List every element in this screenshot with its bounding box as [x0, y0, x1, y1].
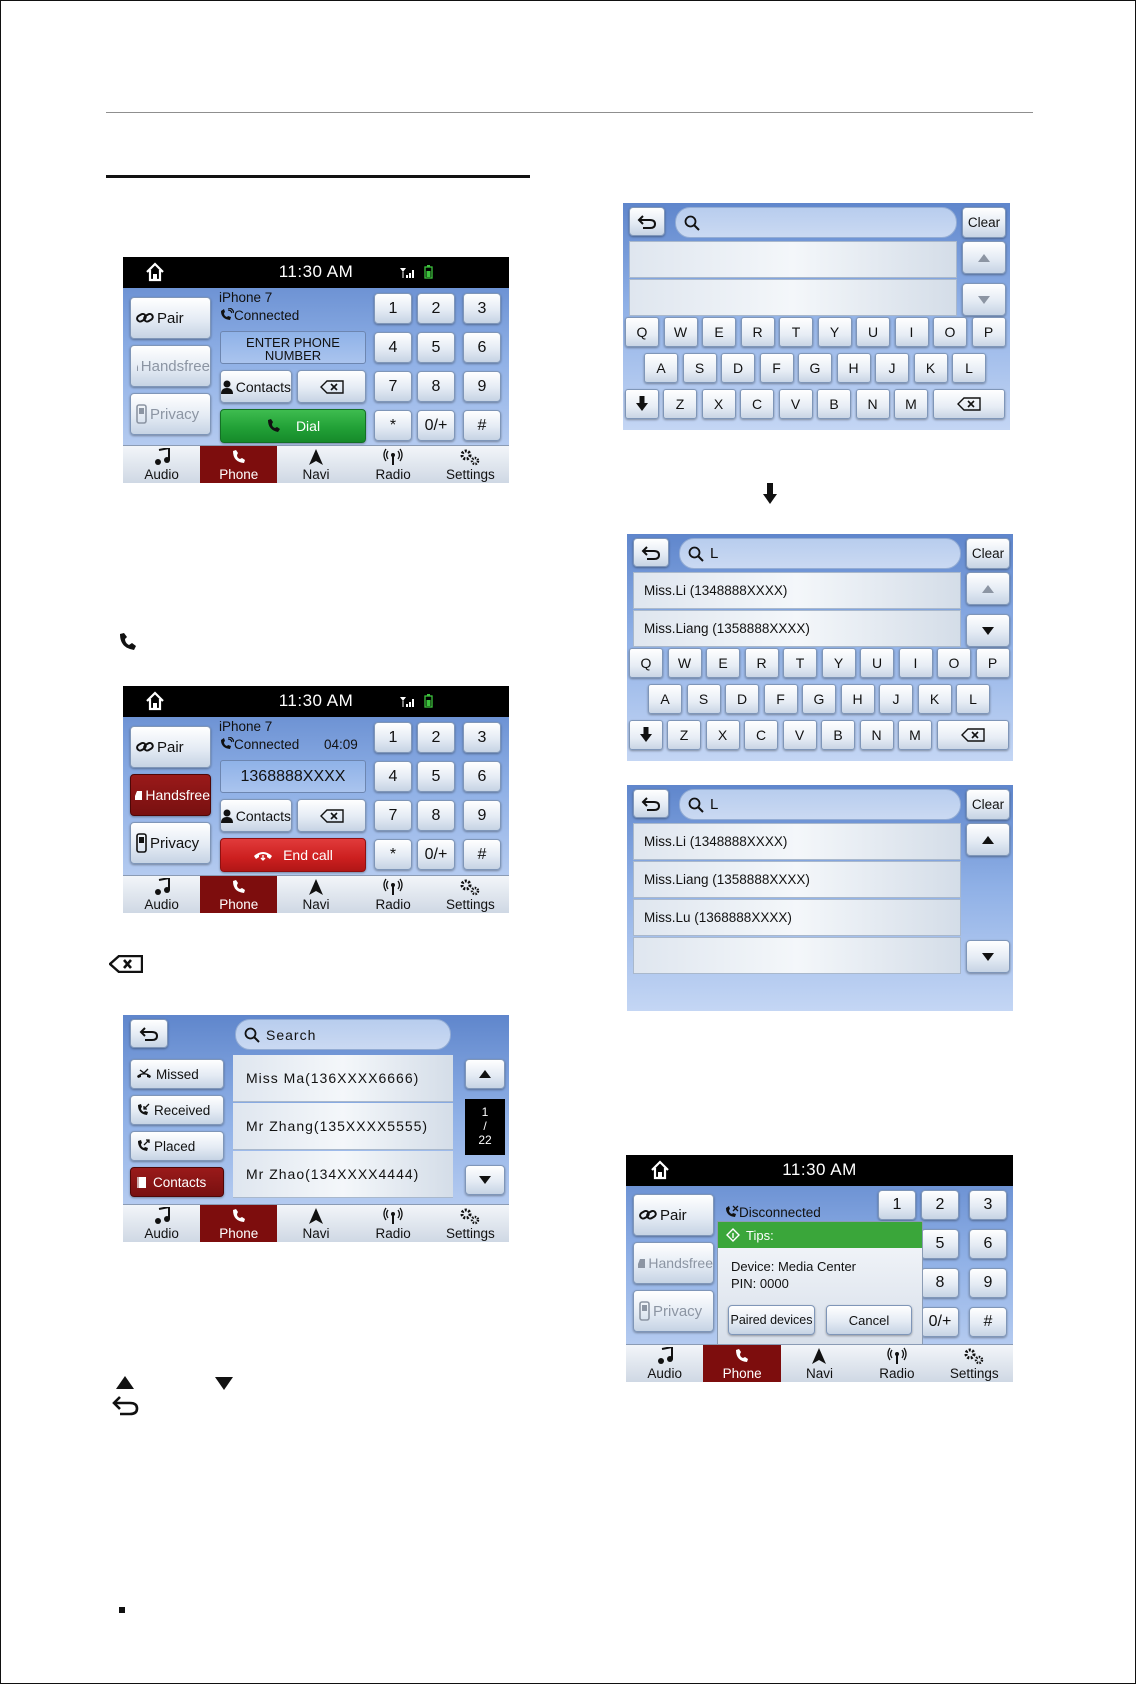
battery-icon — [424, 265, 433, 284]
clock: 11:30 AM — [278, 262, 354, 281]
backspace-icon — [961, 728, 985, 742]
keyboard-key[interactable]: B — [817, 389, 851, 419]
music-note-icon — [626, 1347, 703, 1366]
keypad-key[interactable]: 5 — [417, 332, 455, 363]
arrow-down-icon — [636, 396, 648, 412]
triangle-down-icon — [981, 952, 995, 962]
search-input[interactable]: L — [679, 789, 961, 820]
contact-row[interactable]: Mr Zhang(135XXXX5555) — [233, 1103, 453, 1150]
scroll-up-button[interactable] — [966, 572, 1010, 605]
privacy-button[interactable]: Privacy — [130, 822, 211, 864]
handsfree-button[interactable]: Handsfree — [633, 1242, 714, 1284]
key-hash[interactable]: # — [969, 1307, 1007, 1337]
keyboard-key[interactable]: P — [976, 648, 1010, 678]
triangle-down-icon — [478, 1175, 492, 1185]
car-icon — [134, 789, 142, 801]
back-button[interactable] — [629, 207, 665, 236]
search-keyboard-screen-empty — [623, 203, 1010, 430]
back-button[interactable] — [633, 538, 669, 567]
keypad-key[interactable]: 2 — [417, 293, 455, 324]
keyboard-key[interactable]: Y — [818, 317, 852, 347]
end-call-button[interactable]: End call — [220, 838, 366, 872]
keyboard-key[interactable]: U — [856, 317, 890, 347]
keyboard-key[interactable]: C — [740, 389, 774, 419]
search-icon — [684, 215, 700, 231]
search-icon — [244, 1027, 260, 1043]
arrow-down-icon — [763, 483, 777, 505]
keyboard-key[interactable]: T — [783, 648, 817, 678]
signal-icon — [399, 266, 415, 284]
dial-button[interactable]: Dial — [220, 409, 366, 443]
music-note-icon — [123, 1207, 200, 1226]
result-row[interactable]: Miss.Liang (1358888XXXX) — [633, 610, 961, 647]
keyboard-key[interactable]: L — [956, 684, 990, 714]
key-0-plus[interactable]: 0/+ — [921, 1307, 959, 1337]
tab-label: Phone — [722, 1366, 762, 1381]
keyboard-key[interactable]: H — [837, 353, 871, 383]
contact-row[interactable]: Mr Zhao(134XXXX4444) — [233, 1151, 453, 1198]
tab-label: Settings — [446, 897, 495, 912]
result-row-empty — [633, 937, 961, 974]
radio-antenna-icon — [858, 1347, 935, 1366]
clock: 11:30 AM — [782, 1160, 857, 1179]
phone-call-screen — [123, 686, 509, 913]
keyboard-key[interactable]: N — [860, 720, 894, 750]
link-icon — [136, 311, 154, 325]
connection-status: Disconnected — [724, 1205, 821, 1220]
keyboard-key[interactable]: B — [821, 720, 855, 750]
bottom-tab-bar — [123, 445, 509, 483]
triangle-up-icon — [981, 584, 995, 594]
keyboard-key[interactable]: Q — [625, 317, 659, 347]
scroll-down-button[interactable] — [966, 940, 1010, 973]
bottom-tab-bar — [123, 1204, 509, 1242]
status-bar — [626, 1155, 1013, 1186]
audio-tab[interactable] — [123, 446, 200, 483]
tab-label: Phone — [219, 467, 259, 482]
tab-label: Audio — [144, 897, 179, 912]
mobile-phone-icon — [136, 404, 147, 424]
triangle-up-icon — [981, 835, 995, 845]
keypad-key[interactable]: 3 — [463, 722, 501, 753]
tab-label: Navi — [805, 1366, 833, 1381]
radio-tab[interactable] — [355, 446, 432, 483]
radio-antenna-icon — [355, 1207, 432, 1226]
keyboard-key[interactable]: X — [702, 389, 736, 419]
shift-key[interactable] — [625, 389, 659, 419]
contacts-screen — [123, 1015, 509, 1242]
scroll-down-button[interactable] — [465, 1165, 505, 1195]
keyboard-key[interactable]: O — [937, 648, 971, 678]
arrow-down-icon — [640, 727, 652, 743]
keypad-key[interactable]: 5 — [417, 761, 455, 792]
keyboard-key[interactable]: Z — [667, 720, 701, 750]
keyboard-key[interactable]: R — [745, 648, 779, 678]
tab-label: Audio — [144, 467, 179, 482]
search-icon — [688, 546, 704, 562]
section-rule — [106, 175, 530, 178]
keyboard-key[interactable]: V — [783, 720, 817, 750]
tab-label: Radio — [375, 467, 411, 482]
pair-button[interactable]: Pair — [130, 726, 211, 768]
mobile-phone-icon — [136, 833, 147, 853]
navigation-arrow-icon — [277, 1207, 354, 1226]
phone-dial-screen — [123, 257, 509, 483]
result-row[interactable]: Miss.Li (1348888XXXX) — [633, 823, 961, 860]
phone-connected-icon — [219, 308, 234, 322]
backspace-icon — [320, 380, 344, 394]
received-call-icon — [136, 1103, 150, 1117]
result-row[interactable]: Miss.Liang (1358888XXXX) — [633, 861, 961, 898]
triangle-down-icon — [981, 626, 995, 636]
keypad-key[interactable]: 6 — [463, 761, 501, 792]
back-arrow-icon — [641, 796, 661, 812]
gears-icon — [432, 878, 509, 897]
keyboard-key[interactable]: S — [687, 684, 721, 714]
backspace-button[interactable] — [297, 370, 366, 403]
pin-line: PIN: 0000 — [731, 1276, 789, 1291]
contact-row[interactable]: Miss Ma(136XXXX6666) — [233, 1055, 453, 1102]
backspace-button[interactable] — [297, 799, 366, 832]
settings-tab[interactable] — [432, 876, 509, 913]
navi-tab[interactable] — [277, 1205, 354, 1242]
header-rule — [106, 112, 1033, 113]
phone-tab[interactable] — [200, 876, 277, 913]
received-calls-button[interactable]: Received — [130, 1095, 224, 1125]
keyboard-key[interactable]: E — [702, 317, 736, 347]
navigation-arrow-icon — [781, 1347, 858, 1366]
keypad-key[interactable]: 9 — [463, 800, 501, 831]
backspace-icon — [109, 955, 143, 973]
backspace-icon — [320, 809, 344, 823]
clear-button[interactable]: Clear — [966, 789, 1010, 820]
tab-label: Phone — [219, 897, 259, 912]
gears-icon — [936, 1347, 1013, 1366]
tab-label: Radio — [375, 897, 411, 912]
settings-tab[interactable] — [432, 1205, 509, 1242]
keyboard-key[interactable]: P — [972, 317, 1006, 347]
radio-antenna-icon — [355, 878, 432, 897]
search-input[interactable]: Search — [235, 1019, 451, 1050]
keypad-key[interactable]: 4 — [374, 761, 412, 792]
result-row[interactable]: Miss.Li (1348888XXXX) — [633, 572, 961, 609]
keyboard-key[interactable]: J — [879, 684, 913, 714]
key-2[interactable]: 2 — [921, 1190, 959, 1220]
back-arrow-icon — [641, 545, 661, 561]
scroll-up-button[interactable] — [962, 241, 1006, 274]
key-3[interactable]: 3 — [969, 1190, 1007, 1220]
tab-label: Settings — [949, 1366, 999, 1381]
keypad-key[interactable]: 6 — [463, 332, 501, 363]
keyboard-key[interactable]: I — [895, 317, 929, 347]
keyboard-key[interactable]: I — [899, 648, 933, 678]
phone-tab[interactable] — [200, 446, 277, 483]
search-input[interactable] — [675, 207, 957, 238]
keyboard-key[interactable]: D — [721, 353, 755, 383]
page-current: 1 — [481, 1105, 489, 1119]
result-row-empty — [629, 241, 957, 278]
keyboard-key[interactable]: K — [914, 353, 948, 383]
link-icon — [639, 1208, 657, 1222]
gears-icon — [432, 1207, 509, 1226]
keyboard-key[interactable]: R — [741, 317, 775, 347]
back-arrow-icon — [139, 1026, 159, 1042]
contacts-tab-button[interactable]: Contacts — [130, 1167, 224, 1197]
radio-tab[interactable] — [858, 1345, 935, 1382]
keyboard-key[interactable]: Q — [629, 648, 663, 678]
back-button[interactable] — [130, 1019, 168, 1048]
keyboard-key[interactable]: L — [952, 353, 986, 383]
contacts-button[interactable]: Contacts — [220, 799, 292, 832]
scroll-up-button[interactable] — [966, 823, 1010, 856]
tab-label: Navi — [302, 1226, 330, 1241]
keyboard-key[interactable]: H — [841, 684, 875, 714]
clock: 11:30 AM — [278, 691, 354, 710]
scroll-up-button[interactable] — [465, 1059, 505, 1089]
call-duration: 04:09 — [324, 737, 358, 752]
scroll-down-button[interactable] — [962, 283, 1006, 316]
keyboard-key[interactable]: N — [856, 389, 890, 419]
link-icon — [136, 740, 154, 754]
tips-header: Tips: — [718, 1222, 922, 1248]
status-bar — [123, 686, 509, 717]
back-button[interactable] — [633, 789, 669, 818]
shift-key[interactable] — [629, 720, 663, 750]
phone-tab[interactable] — [200, 1205, 277, 1242]
phone-number-display: ENTER PHONE NUMBER — [220, 331, 366, 364]
navi-tab[interactable] — [781, 1345, 858, 1382]
keypad-key[interactable]: 8 — [417, 800, 455, 831]
keypad-key[interactable]: 2 — [417, 722, 455, 753]
navigation-arrow-icon — [277, 878, 354, 897]
search-results-screen — [627, 785, 1013, 1011]
phone-connected-icon — [219, 737, 234, 751]
info-icon — [726, 1228, 740, 1242]
keypad-key[interactable]: # — [463, 839, 501, 870]
radio-tab[interactable] — [355, 1205, 432, 1242]
pair-button[interactable]: Pair — [130, 297, 211, 339]
keypad-key[interactable]: 7 — [374, 371, 412, 402]
signal-icon — [399, 695, 415, 713]
address-book-icon — [136, 1176, 147, 1189]
audio-tab[interactable] — [123, 876, 200, 913]
keyboard-key[interactable]: A — [644, 353, 678, 383]
placed-calls-button[interactable]: Placed — [130, 1131, 224, 1161]
bottom-tab-bar — [626, 1344, 1013, 1382]
back-arrow-icon — [112, 1395, 140, 1417]
keypad-key[interactable]: 0/+ — [417, 839, 455, 870]
paired-devices-button[interactable]: Paired devices — [728, 1305, 815, 1335]
backspace-key[interactable] — [933, 389, 1005, 419]
keyboard-key[interactable]: W — [664, 317, 698, 347]
search-input[interactable]: L — [679, 538, 961, 569]
keyboard-key[interactable]: G — [802, 684, 836, 714]
key-6[interactable]: 6 — [969, 1229, 1007, 1259]
clear-button[interactable]: Clear — [966, 538, 1010, 569]
settings-tab[interactable] — [432, 446, 509, 483]
battery-icon — [424, 694, 433, 713]
missed-call-icon — [136, 1068, 152, 1080]
keyboard-key[interactable]: M — [898, 720, 932, 750]
result-row-empty — [629, 279, 957, 316]
tab-label: Settings — [446, 467, 495, 482]
keyboard-key[interactable]: J — [875, 353, 909, 383]
tab-label: Audio — [647, 1366, 682, 1381]
keypad-key[interactable]: 7 — [374, 800, 412, 831]
keyboard-key[interactable]: O — [933, 317, 967, 347]
key-9[interactable]: 9 — [969, 1268, 1007, 1298]
handsfree-button[interactable]: Handsfree — [130, 345, 211, 387]
device-line: Device: Media Center — [731, 1259, 856, 1274]
tab-label: Radio — [375, 1226, 411, 1241]
keypad-key[interactable]: 4 — [374, 332, 412, 363]
page-total: 22 — [478, 1133, 492, 1147]
tab-label: Settings — [446, 1226, 495, 1241]
key-1[interactable]: 1 — [878, 1190, 916, 1220]
phone-icon — [200, 448, 277, 467]
phone-icon — [200, 878, 277, 897]
keyboard-key[interactable]: K — [918, 684, 952, 714]
keyboard-key[interactable]: A — [648, 684, 682, 714]
triangle-up-icon — [478, 1069, 492, 1079]
tab-label: Audio — [144, 1226, 179, 1241]
keyboard-key[interactable]: G — [798, 353, 832, 383]
privacy-button[interactable]: Privacy — [130, 393, 211, 435]
back-arrow-icon — [637, 214, 657, 230]
navi-tab[interactable] — [277, 446, 354, 483]
triangle-down-icon — [214, 1376, 234, 1391]
pair-button[interactable]: Pair — [633, 1194, 714, 1236]
radio-tab[interactable] — [355, 876, 432, 913]
status-bar — [123, 257, 509, 288]
keypad-key[interactable]: # — [463, 410, 501, 441]
keyboard-key[interactable]: F — [760, 353, 794, 383]
phone-icon — [117, 631, 139, 653]
keyboard-key[interactable]: V — [779, 389, 813, 419]
music-note-icon — [123, 878, 200, 897]
key-8[interactable]: 8 — [921, 1268, 959, 1298]
keyboard-key[interactable]: X — [706, 720, 740, 750]
page-marker — [119, 1607, 125, 1613]
missed-calls-button[interactable]: Missed — [130, 1059, 224, 1089]
keypad-key[interactable]: 8 — [417, 371, 455, 402]
search-icon — [688, 797, 704, 813]
gears-icon — [432, 448, 509, 467]
keyboard-key[interactable]: D — [725, 684, 759, 714]
phone-icon — [703, 1347, 780, 1366]
tab-label: Navi — [302, 897, 330, 912]
keypad-key[interactable]: 9 — [463, 371, 501, 402]
cancel-button[interactable]: Cancel — [826, 1305, 912, 1335]
audio-tab[interactable] — [626, 1345, 703, 1382]
keyboard-key[interactable]: F — [764, 684, 798, 714]
car-icon — [136, 360, 138, 372]
car-icon — [637, 1257, 645, 1269]
keyboard-key[interactable]: W — [668, 648, 702, 678]
keypad-key[interactable]: 3 — [463, 293, 501, 324]
person-icon — [221, 380, 233, 394]
keyboard-key[interactable]: M — [894, 389, 928, 419]
tips-dialog — [717, 1221, 923, 1345]
keypad-key[interactable]: 1 — [374, 293, 412, 324]
keyboard-key[interactable]: Y — [822, 648, 856, 678]
clear-button[interactable]: Clear — [962, 207, 1006, 238]
hang-up-icon — [253, 849, 273, 861]
phone-icon — [200, 1207, 277, 1226]
keyboard-key[interactable]: C — [744, 720, 778, 750]
navigation-arrow-icon — [277, 448, 354, 467]
connection-status: Connected — [219, 308, 299, 323]
keypad-key[interactable]: * — [374, 410, 412, 441]
tab-label: Navi — [302, 467, 330, 482]
audio-tab[interactable] — [123, 1205, 200, 1242]
triangle-up-icon — [115, 1375, 135, 1390]
placed-call-icon — [136, 1139, 150, 1153]
result-row[interactable]: Miss.Lu (1368888XXXX) — [633, 899, 961, 936]
triangle-down-icon — [977, 295, 991, 305]
backspace-icon — [957, 397, 981, 411]
person-icon — [221, 809, 233, 823]
phone-disconnected-icon — [724, 1205, 739, 1219]
scroll-down-button[interactable] — [966, 614, 1010, 647]
device-name: iPhone 7 — [219, 719, 273, 734]
tab-label: Radio — [879, 1366, 915, 1381]
mobile-phone-icon — [639, 1301, 650, 1321]
backspace-key[interactable] — [937, 720, 1009, 750]
radio-antenna-icon — [355, 448, 432, 467]
page-indicator — [465, 1099, 505, 1155]
key-5[interactable]: 5 — [921, 1229, 959, 1259]
music-note-icon — [123, 448, 200, 467]
tab-label: Phone — [219, 1226, 259, 1241]
phone-icon — [266, 418, 282, 434]
phone-tab[interactable] — [703, 1345, 780, 1382]
triangle-up-icon — [977, 253, 991, 263]
search-keyboard-screen-l — [627, 534, 1013, 761]
phone-number-display: 1368888XXXX — [220, 760, 366, 793]
page-separator: / — [483, 1119, 487, 1133]
navi-tab[interactable] — [277, 876, 354, 913]
keyboard-key[interactable]: Z — [663, 389, 697, 419]
contacts-button[interactable]: Contacts — [220, 370, 292, 403]
keypad-key[interactable]: 0/+ — [417, 410, 455, 441]
privacy-button[interactable]: Privacy — [633, 1290, 714, 1332]
connection-status: Connected — [219, 737, 299, 752]
device-name: iPhone 7 — [219, 290, 273, 305]
pairing-tips-screen — [626, 1155, 1013, 1382]
keypad-key[interactable]: 1 — [374, 722, 412, 753]
keyboard-key[interactable]: S — [683, 353, 717, 383]
bottom-tab-bar — [123, 875, 509, 913]
keyboard-key[interactable]: U — [860, 648, 894, 678]
handsfree-button[interactable]: Handsfree — [130, 774, 211, 816]
keypad-key[interactable]: * — [374, 839, 412, 870]
settings-tab[interactable] — [936, 1345, 1013, 1382]
keyboard-key[interactable]: T — [779, 317, 813, 347]
keyboard-key[interactable]: E — [706, 648, 740, 678]
